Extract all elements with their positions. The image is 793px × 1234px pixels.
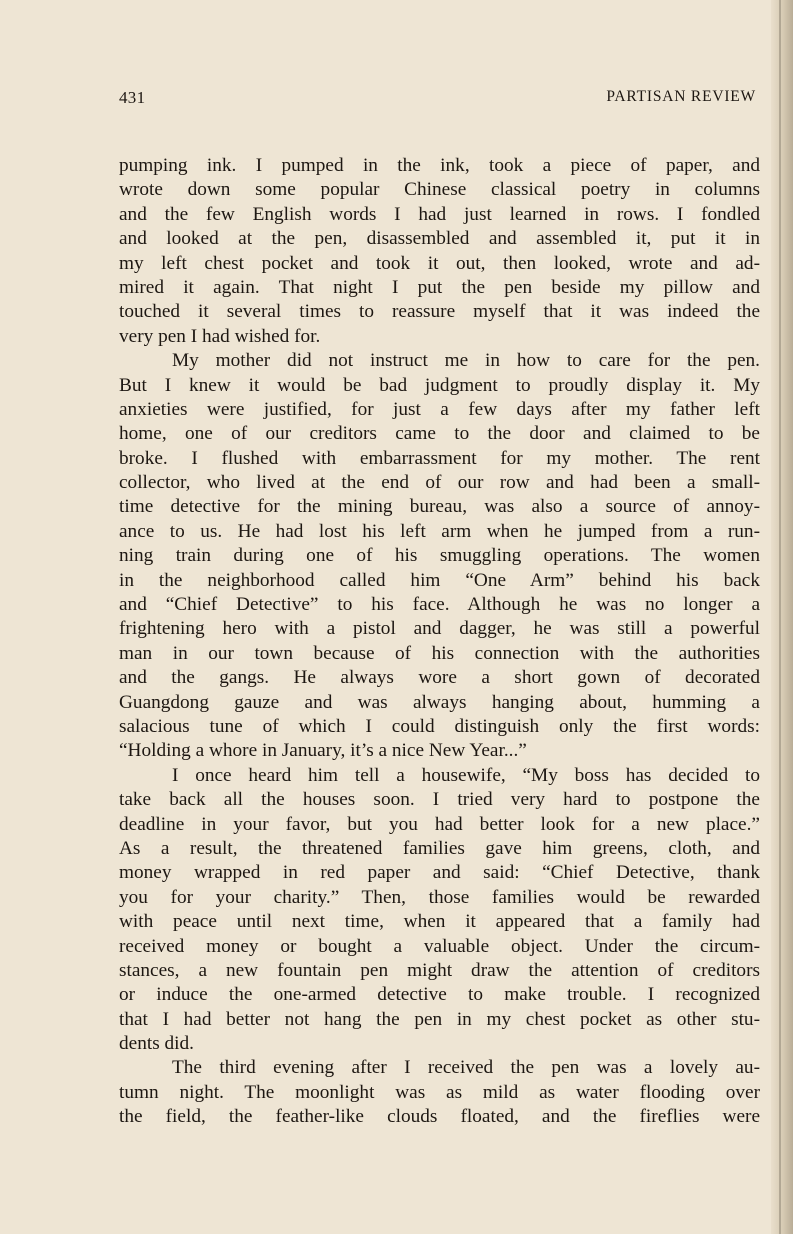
- text-line: deadline in your favor, but you had better look for a new place.”: [119, 813, 760, 835]
- text-line: anxieties were justified, for just a few days after my father left: [119, 398, 760, 420]
- body-text: [119, 154, 760, 1130]
- paragraph-first-line: My mother did not instruct me in how to care for the pen.: [172, 350, 760, 372]
- text-line: home, one of our creditors came to the door and claimed to be: [119, 423, 760, 445]
- page-edge-line: [779, 0, 781, 1234]
- text-line: pumping ink. I pumped in the ink, took a piece of paper, and: [119, 155, 760, 176]
- text-line: wrote down some popular Chinese classical poetry in columns: [119, 179, 760, 201]
- text-line: and the gangs. He always wore a short gown of decorated: [119, 667, 760, 689]
- text-line: with peace until next time, when it appeared that a family had: [119, 911, 760, 933]
- text-line: or induce the one-armed detective to make trouble. I recognized: [119, 984, 760, 1006]
- paragraph-first-line: I once heard him tell a housewife, “My boss has decided to: [172, 764, 760, 786]
- text-line: dents did.: [119, 1033, 194, 1055]
- paragraph-first-line: The third evening after I received the pen was a lovely au-: [172, 1057, 760, 1079]
- text-line: broke. I flushed with embarrassment for my mother. The rent: [119, 447, 760, 469]
- text-line: received money or bought a valuable object. Under the circum-: [119, 935, 760, 957]
- text-line: take back all the houses soon. I tried very hard to postpone the: [119, 789, 760, 811]
- text-line: ning train during one of his smuggling operations. The women: [119, 545, 760, 567]
- text-line: that I had better not hang the pen in my chest pocket as other stu-: [119, 1008, 760, 1030]
- text-line: Guangdong gauze and was always hanging about, humming a: [119, 691, 760, 713]
- text-line: my left chest pocket and took it out, then looked, wrote and ad-: [119, 252, 760, 274]
- text-line: salacious tune of which I could distinguish only the first words:: [119, 715, 760, 737]
- text-line: money wrapped in red paper and said: “Chief Detective, thank: [119, 862, 760, 884]
- text-line: time detective for the mining bureau, was also a source of annoy-: [119, 496, 760, 518]
- text-line: touched it several times to reassure myself that it was indeed the: [119, 301, 760, 323]
- text-line: in the neighborhood called him “One Arm” behind his back: [119, 569, 760, 591]
- text-line: As a result, the threatened families gave him greens, cloth, and: [119, 837, 760, 859]
- text-line: stances, a new fountain pen might draw the attention of creditors: [119, 959, 760, 981]
- text-line: “Holding a whore in January, it’s a nice New Year...”: [119, 740, 527, 762]
- page-number: 431: [119, 88, 146, 107]
- text-line: man in our town because of his connection with the authorities: [119, 642, 760, 664]
- text-line: mired it again. That night I put the pen beside my pillow and: [119, 276, 760, 298]
- text-line: and looked at the pen, disassembled and assembled it, put it in: [119, 228, 760, 250]
- text-line: and “Chief Detective” to his face. Although he was no longer a: [119, 594, 760, 616]
- text-line: But I knew it would be bad judgment to proudly display it. My: [119, 374, 760, 396]
- text-line: collector, who lived at the end of our row and had been a small-: [119, 472, 760, 494]
- text-line: you for your charity.” Then, those families would be rewarded: [119, 886, 760, 908]
- text-line: the field, the feather-like clouds floated, and the fireflies were: [119, 1106, 760, 1128]
- text-line: tumn night. The moonlight was as mild as water flooding over: [119, 1081, 760, 1103]
- running-head: PARTISAN REVIEW: [606, 88, 756, 105]
- page-header: [119, 88, 756, 112]
- text-line: very pen I had wished for.: [119, 325, 321, 347]
- text-line: frightening hero with a pistol and dagger, he was still a powerful: [119, 618, 760, 640]
- page-edge-shadow: [771, 0, 793, 1234]
- text-line: and the few English words I had just learned in rows. I fondled: [119, 203, 760, 225]
- text-line: ance to us. He had lost his left arm when he jumped from a run-: [119, 520, 760, 542]
